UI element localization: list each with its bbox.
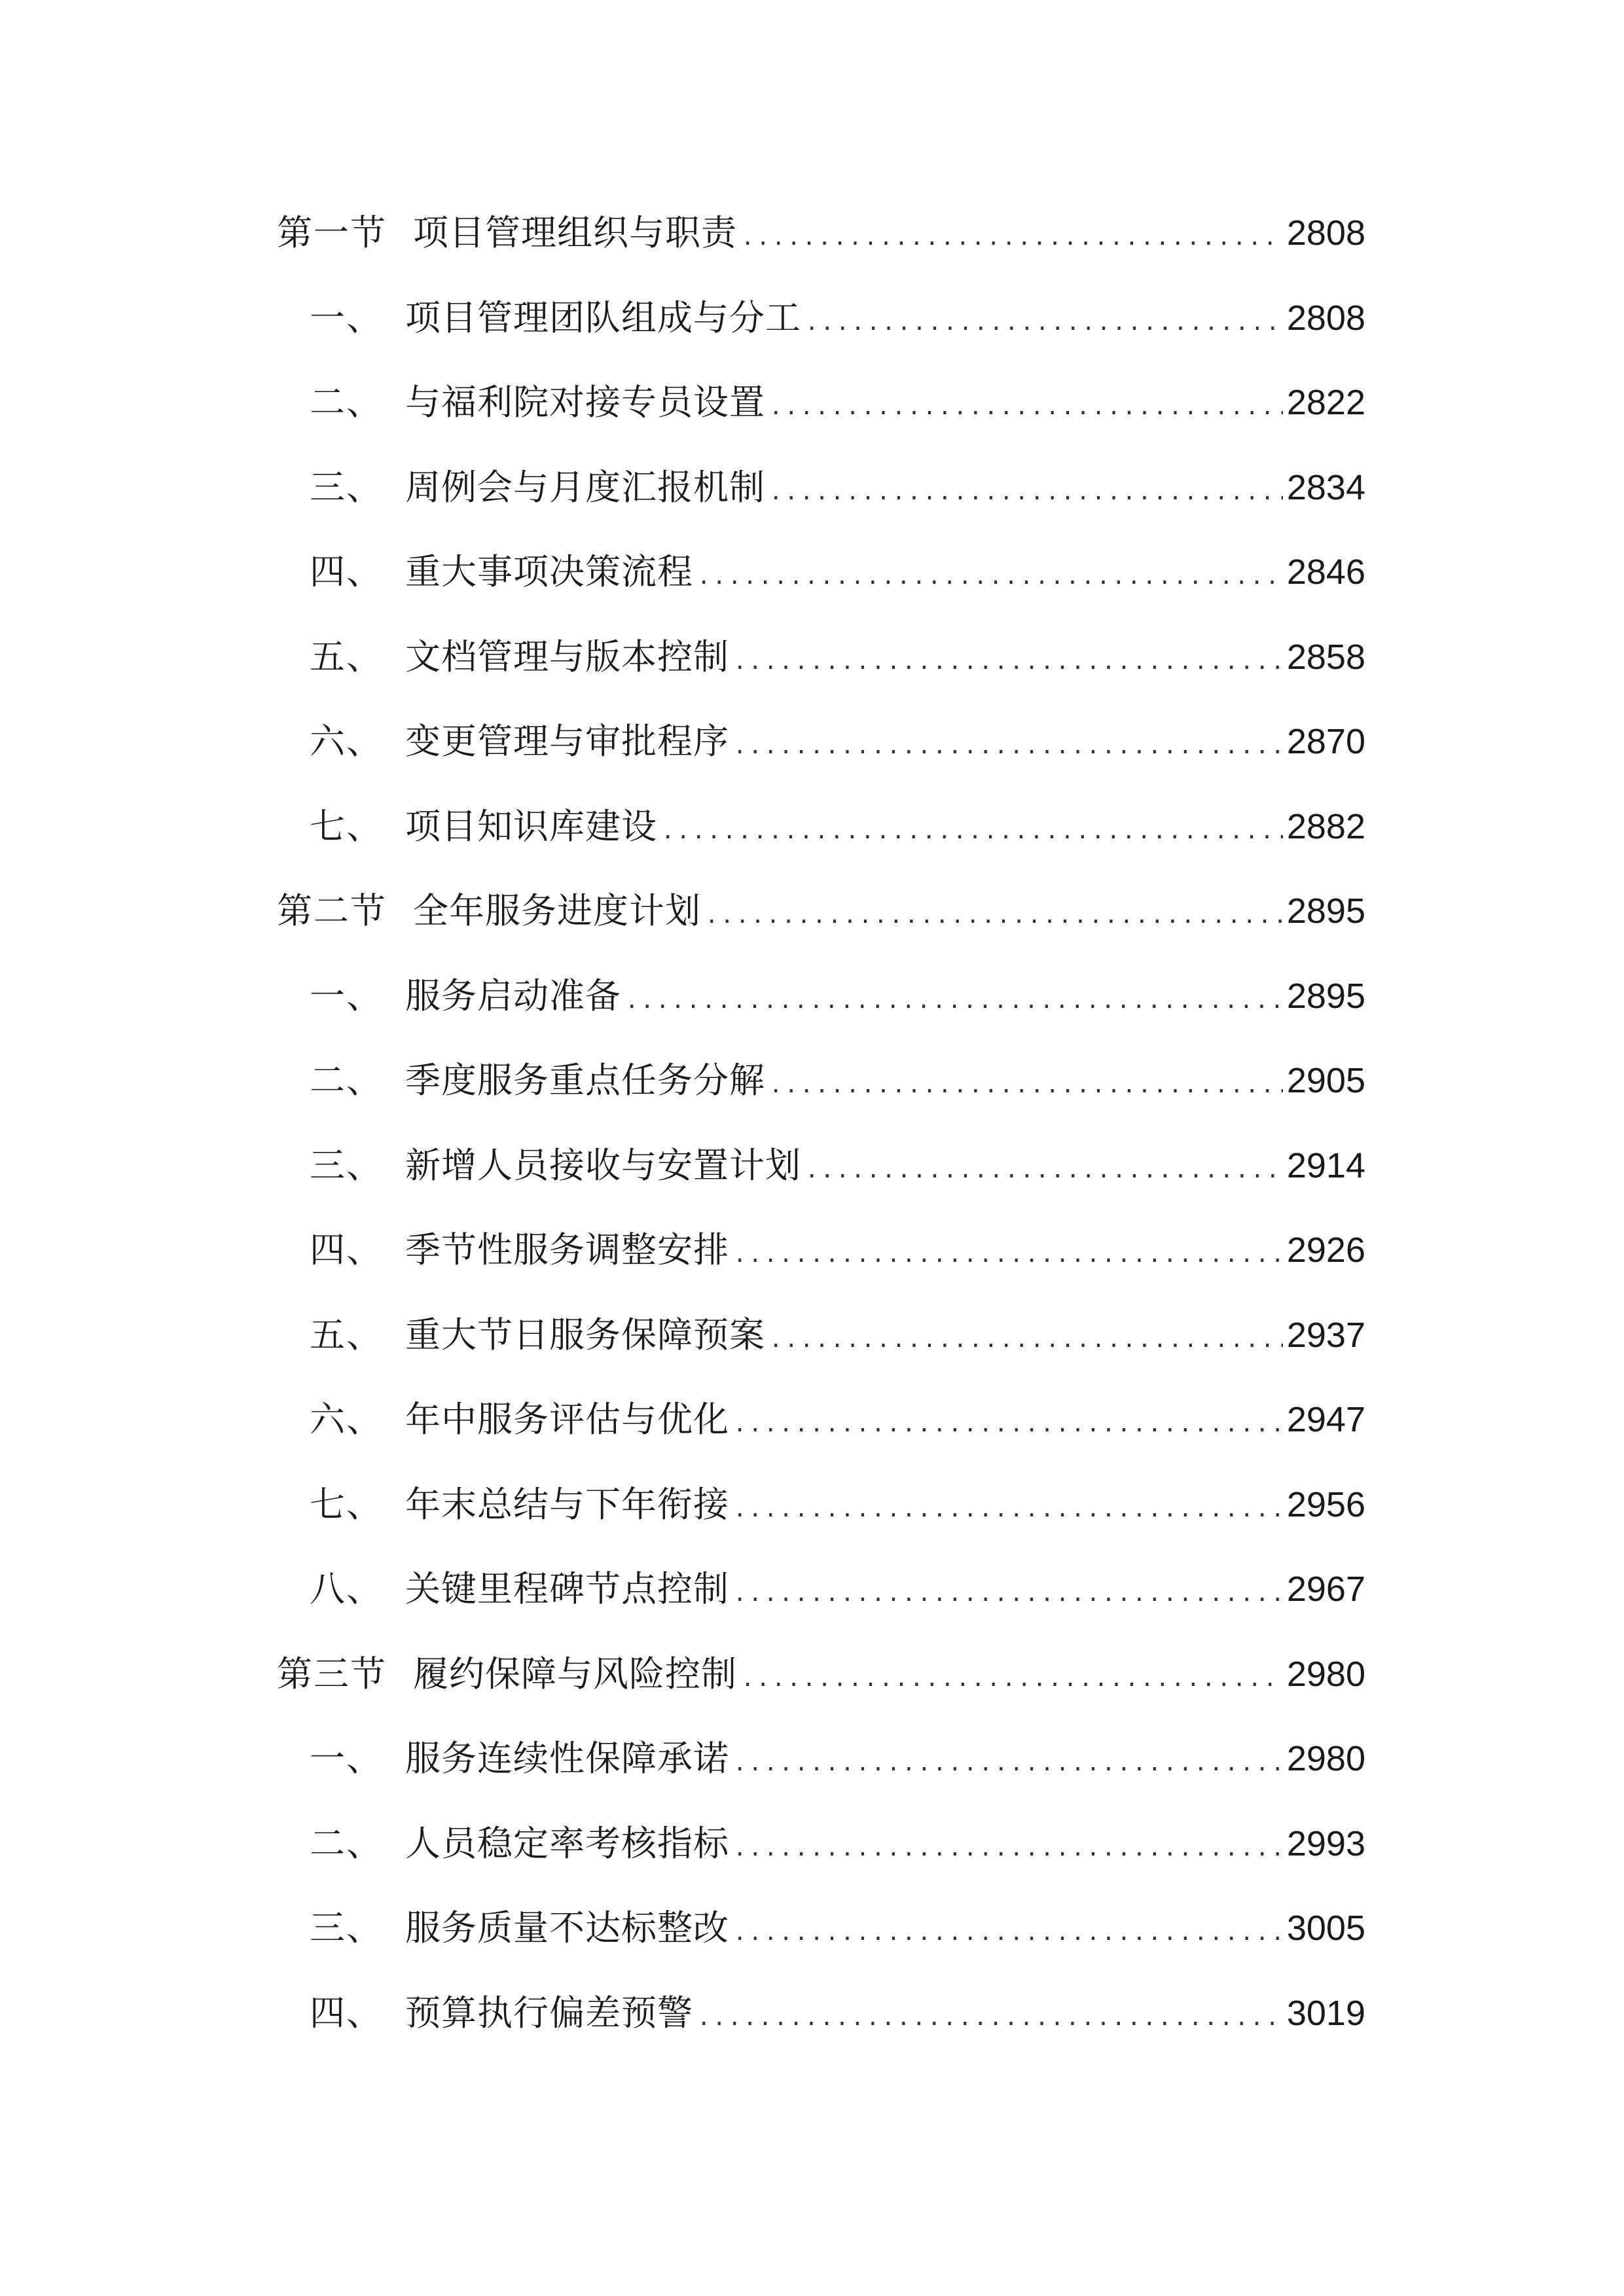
toc-entry[interactable] — [277, 1057, 1365, 1142]
toc-dot-leader — [697, 1994, 1283, 2041]
toc-dot-leader — [733, 638, 1283, 685]
toc-entry-number: 五、 — [310, 636, 383, 677]
toc-entry-page: 2822 — [1286, 383, 1365, 422]
toc-entry-number: 二、 — [310, 1822, 383, 1864]
toc-entry-title: 年中服务评估与优化 — [405, 1399, 729, 1440]
toc-entry-title: 季度服务重点任务分解 — [405, 1060, 765, 1101]
toc-dot-leader — [733, 1570, 1283, 1617]
table-of-contents — [277, 209, 1365, 2074]
toc-entry-page: 2895 — [1286, 891, 1365, 931]
toc-entry-page: 2956 — [1286, 1484, 1365, 1524]
toc-dot-leader — [805, 1147, 1283, 1194]
toc-dot-leader — [769, 384, 1283, 431]
toc-entry[interactable] — [277, 1820, 1365, 1905]
toc-dot-leader — [805, 299, 1283, 346]
toc-entry-page: 2858 — [1286, 637, 1365, 677]
toc-entry-page: 2870 — [1286, 722, 1365, 761]
toc-entry[interactable] — [277, 1905, 1365, 1990]
toc-entry[interactable] — [277, 1312, 1365, 1397]
toc-entry[interactable] — [277, 1651, 1365, 1736]
toc-entry-number: 一、 — [310, 975, 383, 1016]
toc-entry[interactable] — [277, 973, 1365, 1058]
toc-entry-title: 履约保障与风险控制 — [413, 1653, 737, 1695]
toc-dot-leader — [733, 1909, 1283, 1956]
toc-entry[interactable] — [277, 888, 1365, 973]
toc-dot-leader — [733, 723, 1283, 770]
toc-entry-title: 人员稳定率考核指标 — [405, 1822, 729, 1864]
toc-entry-title: 周例会与月度汇报机制 — [405, 466, 765, 508]
toc-entry[interactable] — [277, 1142, 1365, 1227]
toc-entry-page: 3019 — [1286, 1993, 1365, 2033]
toc-entry[interactable] — [277, 718, 1365, 803]
toc-dot-leader — [661, 808, 1283, 855]
toc-entry-page: 2947 — [1286, 1400, 1365, 1439]
toc-entry-number: 七、 — [310, 805, 383, 847]
toc-entry-number: 四、 — [310, 1992, 383, 2034]
toc-entry[interactable] — [277, 634, 1365, 719]
toc-entry-number: 三、 — [310, 466, 383, 508]
toc-entry[interactable] — [277, 1735, 1365, 1820]
toc-entry-number: 第一节 — [277, 212, 387, 253]
toc-entry-title: 预算执行偏差预警 — [405, 1992, 693, 2034]
toc-entry-number: 一、 — [310, 1738, 383, 1779]
toc-dot-leader — [769, 1062, 1283, 1109]
toc-dot-leader — [741, 1655, 1283, 1702]
toc-entry-title: 服务连续性保障承诺 — [405, 1738, 729, 1779]
toc-dot-leader — [769, 469, 1283, 516]
toc-entry-page: 2980 — [1286, 1739, 1365, 1778]
toc-entry-number: 第二节 — [277, 890, 387, 931]
toc-entry-page: 2993 — [1286, 1823, 1365, 1863]
toc-entry-page: 2808 — [1286, 213, 1365, 253]
toc-entry[interactable] — [277, 548, 1365, 634]
toc-entry[interactable] — [277, 1566, 1365, 1651]
toc-dot-leader — [733, 1401, 1283, 1448]
toc-entry[interactable] — [277, 803, 1365, 888]
toc-entry-title: 项目管理组织与职责 — [413, 212, 737, 253]
toc-entry-title: 关键里程碑节点控制 — [405, 1568, 729, 1609]
toc-entry-title: 重大事项决策流程 — [405, 551, 693, 592]
toc-entry-number: 第三节 — [277, 1653, 387, 1695]
toc-dot-leader — [769, 1316, 1283, 1363]
toc-entry-page: 2905 — [1286, 1061, 1365, 1100]
toc-entry[interactable] — [277, 464, 1365, 549]
toc-entry-title: 服务质量不达标整改 — [405, 1907, 729, 1948]
toc-entry[interactable] — [277, 1227, 1365, 1312]
toc-entry-number: 四、 — [310, 1229, 383, 1270]
toc-entry-number: 二、 — [310, 382, 383, 423]
toc-entry-title: 季节性服务调整安排 — [405, 1229, 729, 1270]
toc-dot-leader — [733, 1486, 1283, 1533]
toc-entry-title: 项目管理团队组成与分工 — [405, 296, 801, 338]
toc-entry-page: 2937 — [1286, 1315, 1365, 1355]
toc-dot-leader — [733, 1740, 1283, 1787]
toc-entry-title: 全年服务进度计划 — [413, 890, 701, 931]
toc-entry-page: 2914 — [1286, 1145, 1365, 1185]
toc-entry-page: 2834 — [1286, 467, 1365, 507]
toc-entry[interactable] — [277, 209, 1365, 295]
toc-entry-number: 八、 — [310, 1568, 383, 1609]
toc-entry-page: 2882 — [1286, 806, 1365, 846]
toc-dot-leader — [733, 1231, 1283, 1278]
toc-entry-page: 2926 — [1286, 1230, 1365, 1270]
toc-entry-page: 2846 — [1286, 552, 1365, 592]
toc-entry-number: 六、 — [310, 1399, 383, 1440]
toc-entry-number: 五、 — [310, 1314, 383, 1355]
toc-entry-title: 文档管理与版本控制 — [405, 636, 729, 677]
toc-entry-page: 2808 — [1286, 298, 1365, 338]
toc-entry[interactable] — [277, 1396, 1365, 1481]
toc-dot-leader — [733, 1825, 1283, 1872]
toc-entry-title: 变更管理与审批程序 — [405, 721, 729, 762]
toc-entry-number: 四、 — [310, 551, 383, 592]
toc-entry-title: 服务启动准备 — [405, 975, 621, 1016]
toc-dot-leader — [697, 553, 1283, 600]
toc-entry[interactable] — [277, 295, 1365, 380]
toc-entry-title: 与福利院对接专员设置 — [405, 382, 765, 423]
toc-entry-page: 2967 — [1286, 1570, 1365, 1609]
toc-entry-page: 2980 — [1286, 1654, 1365, 1694]
toc-dot-leader — [705, 892, 1283, 939]
toc-entry-title: 年末总结与下年衔接 — [405, 1483, 729, 1525]
toc-dot-leader — [625, 977, 1283, 1024]
toc-entry[interactable] — [277, 1481, 1365, 1566]
toc-entry-title: 新增人员接收与安置计划 — [405, 1144, 801, 1186]
toc-entry-page: 3005 — [1286, 1909, 1365, 1948]
toc-entry-number: 六、 — [310, 721, 383, 762]
toc-entry-number: 二、 — [310, 1060, 383, 1101]
toc-entry-number: 一、 — [310, 296, 383, 338]
toc-entry-title: 重大节日服务保障预案 — [405, 1314, 765, 1355]
toc-entry-page: 2895 — [1286, 976, 1365, 1016]
toc-entry[interactable] — [277, 379, 1365, 464]
toc-entry[interactable] — [277, 1990, 1365, 2075]
toc-entry-number: 七、 — [310, 1483, 383, 1525]
toc-dot-leader — [741, 214, 1283, 261]
toc-entry-number: 三、 — [310, 1144, 383, 1186]
toc-entry-number: 三、 — [310, 1907, 383, 1948]
toc-entry-title: 项目知识库建设 — [405, 805, 657, 847]
